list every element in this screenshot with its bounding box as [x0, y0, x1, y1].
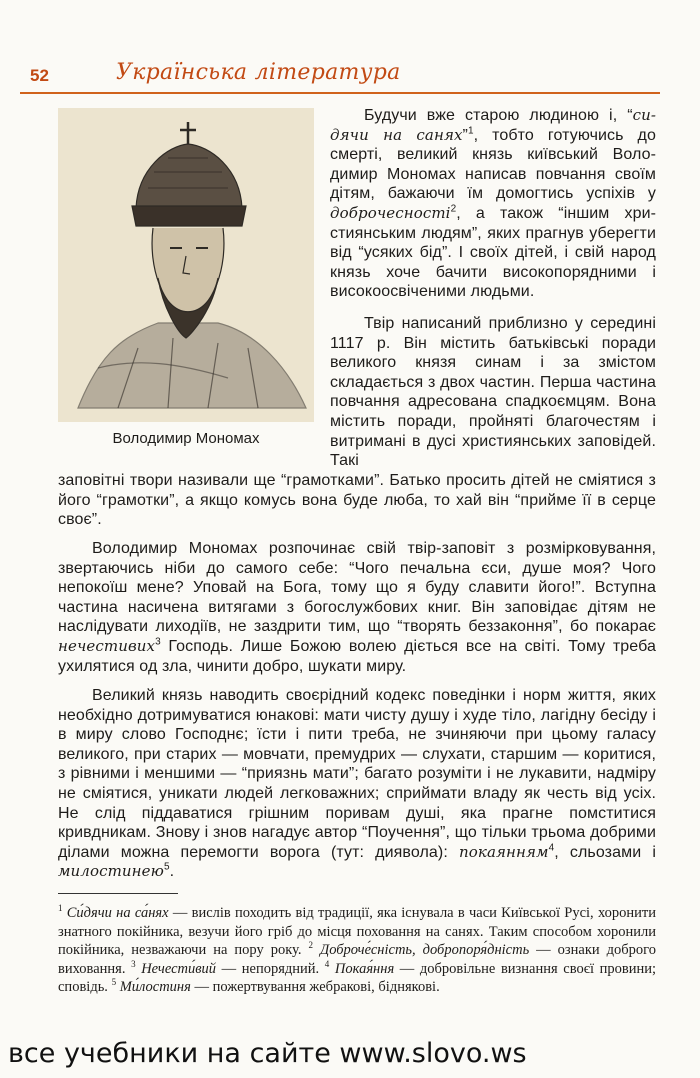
italic-term: покаянням [459, 842, 549, 861]
page-header [20, 58, 660, 94]
text-run: Будучи вже старою людиною і, “ [364, 107, 633, 124]
portrait-image [58, 108, 314, 422]
text-run: Великий князь наводить своєрідний кодекс поведінки і норм життя, яких необхідно дотримуватися юнакові: мати чисту душу і худе тіло, лагідну бесіду і в миру слово Господнє; їсти і пити треба, не зчиняючи при цьому галасу великого, при старих — мовчати, премудрих — слухати, старшим — коритися, з рівними і меншими — “приязнь мати”; багато розуміти і не лукавити, надміру не сміятися, уникати людей легковажних; сприймати владу як честь від усіх. Не слід піддаватися грішним поривам душі, яка прагне помститися кривдникам. Знову і знов нагадує автор “Поучення”, що тільки трьома добрими ділами можна перемогти ворога (тут: диявола): [58, 687, 656, 861]
running-title: Українська література [116, 60, 401, 85]
text-run: — ознаки доброго виховання. [58, 942, 656, 977]
footnotes [58, 904, 656, 997]
footnote-ref: 5 [111, 977, 117, 988]
text-run: — добровільне визнання своєї провини; сповідь. [58, 960, 656, 996]
italic-term: Покая́ння [334, 960, 395, 977]
footnote-ref: 2 [450, 203, 457, 215]
text-run: Господь. Лише Божою волею діється все на світі. Тому треба ухилятися од зла, чинити добро, шукати миру. [58, 637, 656, 675]
footnote-ref: 4 [548, 842, 555, 854]
text-run: , тобто готуючись до смерті, великий князь київський Володимир Мономах написав повчання своїм дітям, бажаючи їм домогтись успіхів у [330, 126, 656, 203]
portrait-caption: Володимир Мономах [112, 430, 260, 447]
footnote-divider [58, 893, 178, 894]
italic-term: сидячи на санях [330, 106, 656, 144]
text-run: . [169, 863, 175, 881]
paragraph-3 [58, 539, 656, 676]
paragraph-2-text-a: Твір написаний приблизно у середині 1117 р. Він містить батьківські поради великого князя синам і за змістом складається з двох частин. Перша частина повчання адресована спадкоємцям. Вона містить поради, пройняті благочестям і витримані в дусі християнських заповідей. Такі [330, 315, 656, 470]
italic-term: Си́дячи на са́нях [66, 905, 169, 921]
italic-term: Нечести́вий [141, 960, 217, 977]
italic-term: милостинею [58, 862, 164, 881]
text-run: — вислів походить від традиції, яка існувала в часи Київської Русі, хоронити знатного покійника, везучи його гріб до місця поховання на санях. Таким способом хоронили покійника, незважаючи на пору року. [58, 905, 657, 959]
text-run: — пожертвування жебракові, біднякові. [190, 979, 440, 996]
italic-term: доброчесності [330, 203, 451, 222]
site-watermark: все учебники на сайте www.slovo.ws [8, 1038, 527, 1069]
text-run [313, 942, 320, 958]
paragraph-1 [330, 106, 656, 302]
footnote-ref: 5 [163, 862, 170, 874]
paragraph-2-part-1 [330, 314, 656, 471]
footnote-ref: 1 [467, 125, 474, 137]
paragraph-4 [58, 686, 656, 882]
italic-term: Ми́лостиня [119, 979, 191, 996]
italic-term: Доброче́сність, добропоря́дність [319, 942, 530, 959]
text-run: , сльозами і [554, 843, 656, 861]
footnote-ref: 3 [131, 958, 136, 969]
footnote-ref: 4 [324, 958, 330, 969]
text-run: Володимир Мономах розпочинає свій твір-заповіт з розмірковування, звертаючись ніби до самого себе: “Чого печальна єси, душе моя? Чого непокоїш мене? Уповай на Бога, тому що я буду славити його!”. Вступна частина насичена витягами з богослужбових книг. Він заповідає дітям не наслідувати лиходіїв, не заздрити тим, що “творять беззаконня”, бо покарає [58, 540, 656, 636]
footnote-ref: 3 [155, 636, 161, 648]
text-run: , а також “іншим християнським людям”, яких прагнув уберегти від “усяких бід”. І своїх дітей, і свій народ князь хоче бачити високопорядними і високоосвіченими людьми. [330, 204, 656, 301]
italic-term: нечестивих [58, 636, 156, 655]
page-number: 52 [30, 66, 49, 85]
portrait-engraving [58, 108, 314, 422]
footnote-ref: 2 [308, 940, 313, 951]
text-run: ” [462, 126, 468, 144]
text-run: — непорядний. [216, 960, 325, 977]
footnote-ref: 1 [58, 903, 63, 914]
paragraph-2-part-2: заповітні твори називали ще “грамотками”. Батько просить дітей не сміятися з його “грамотки”, а якщо комусь вона буде люба, то хай він “прийме її в серце своє”. [58, 472, 656, 529]
